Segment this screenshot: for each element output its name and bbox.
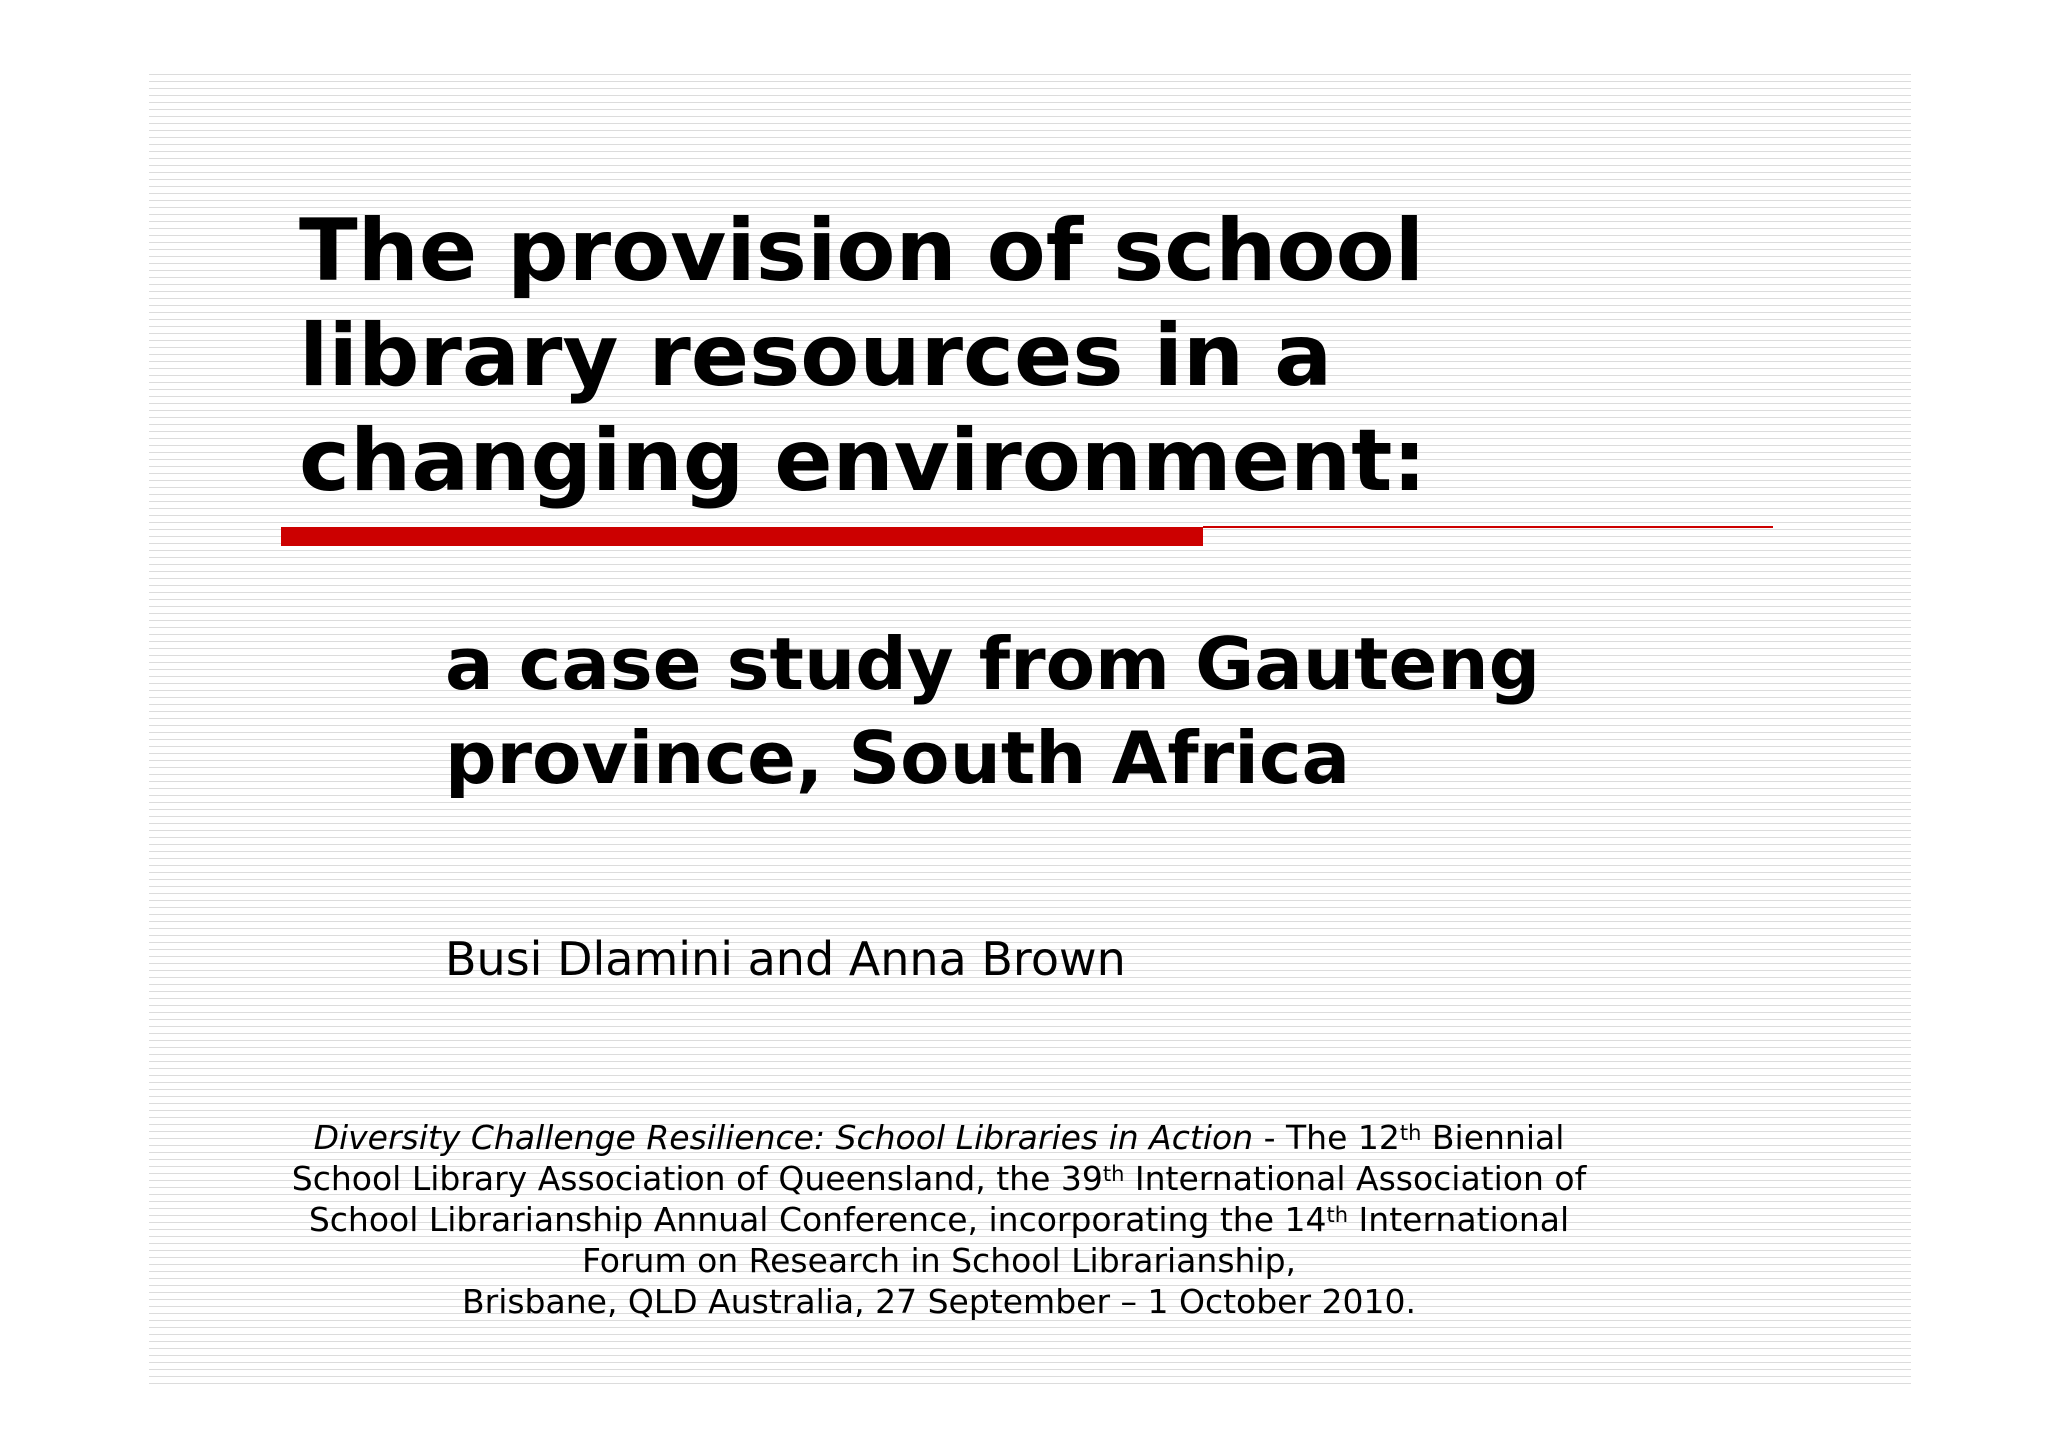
event-title: Diversity Challenge Resilience: School Libraries in Action (313, 1118, 1254, 1157)
ordinal-suffix: th (1326, 1203, 1349, 1227)
authors: Busi Dlamini and Anna Brown (445, 932, 1126, 986)
ordinal-suffix: th (1102, 1162, 1125, 1186)
title-underline-thick (281, 527, 1203, 546)
subtitle-line-1: a case study from Gauteng (445, 622, 1541, 706)
conference-text: International Association of (1124, 1159, 1587, 1198)
subtitle-line-2: province, South Africa (445, 716, 1351, 800)
conference-line-4: Forum on Research in School Librarianship, (581, 1241, 1297, 1280)
conference-line-1 (149, 1117, 1729, 1158)
slide-subtitle (445, 617, 1540, 805)
conference-line-3 (149, 1199, 1729, 1240)
slide (149, 69, 1911, 1385)
title-line-3: changing environment: (299, 411, 1427, 511)
conference-line-2 (149, 1158, 1729, 1199)
conference-info (149, 1117, 1729, 1322)
conference-text: International (1348, 1200, 1570, 1239)
conference-text: - The 12 (1253, 1118, 1400, 1157)
title-underline-thin (1203, 526, 1773, 528)
title-line-1: The provision of school (299, 201, 1425, 301)
ordinal-suffix: th (1399, 1121, 1422, 1145)
conference-text: School Library Association of Queensland, the 39 (291, 1159, 1103, 1198)
title-line-2: library resources in a (299, 306, 1333, 406)
conference-text: Biennial (1421, 1118, 1565, 1157)
conference-line-5: Brisbane, QLD Australia, 27 September – 1 October 2010. (461, 1282, 1417, 1321)
slide-title (299, 199, 1427, 514)
conference-text: School Librarianship Annual Conference, incorporating the 14 (308, 1200, 1327, 1239)
